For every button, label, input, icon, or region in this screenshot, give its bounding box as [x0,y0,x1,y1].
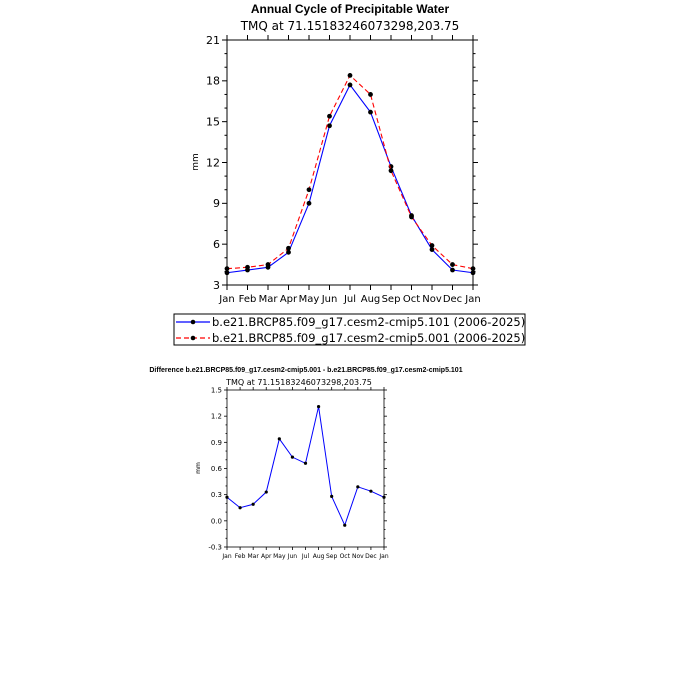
y-tick-label: 0.3 [210,491,222,500]
x-tick-label: Mar [247,553,259,560]
legend-label-series-2: b.e21.BRCP85.f09_g17.cesm2-cmip5.001 (2006-2025) [212,331,526,345]
x-tick-label: Sep [326,553,338,560]
x-tick-label: Jul [301,553,310,560]
y-tick-label: 1.2 [210,412,222,421]
series-2-point [368,92,373,97]
x-tick-label: Nov [351,553,364,560]
series-1-point [304,462,307,465]
x-tick-label: Jun [287,553,298,560]
chart-1-legend [174,314,525,345]
series-line-2 [227,75,473,268]
y-tick-label: 0.9 [210,438,222,447]
y-tick-label: 0.0 [210,517,222,526]
chart-2-subtitle: TMQ at 71.15183246073298,203.75 [226,378,372,387]
series-2-point [409,215,414,220]
series-1-point [317,405,320,408]
x-tick-label: Mar [258,294,278,305]
y-tick-label: 3 [213,278,220,292]
series-line-1 [227,85,473,273]
chart-2 [149,367,462,560]
y-tick-label: 1.5 [210,386,222,395]
series-line-1 [227,407,384,526]
series-2-point [450,262,455,267]
x-tick-label: Oct [402,294,421,305]
x-tick-label: Dec [365,553,377,560]
y-tick-label: -0.3 [208,543,222,552]
series-1-point [368,110,373,115]
series-2-point [389,168,394,173]
x-tick-label: Nov [422,294,442,305]
series-1-point [348,83,353,88]
legend-marker-series-1 [191,320,196,325]
x-tick-label: Sep [381,294,401,305]
x-tick-label: Aug [312,553,325,560]
series-2-point [307,187,312,192]
series-1-point [225,496,228,499]
series-1-point [238,506,241,509]
series-1-point [252,503,255,506]
x-tick-label: Jan [222,553,232,560]
chart-1-subtitle: TMQ at 71.15183246073298,203.75 [240,19,460,33]
series-2-point [348,73,353,78]
series-1-point [343,524,346,527]
y-tick-label: 6 [213,238,220,252]
x-tick-label: Jan [219,294,235,305]
series-1-point [450,268,455,273]
legend-marker-series-2 [191,336,196,341]
x-tick-label: Apr [279,294,298,305]
chart-1-title: Annual Cycle of Precipitable Water [250,2,450,16]
x-tick-label: Feb [234,553,246,560]
y-tick-label: 15 [206,115,220,129]
x-tick-label: Jun [321,294,338,305]
chart-2-ylabel: mm [195,462,202,474]
series-2-point [286,246,291,251]
series-2-point [327,114,332,119]
series-1-point [382,496,385,499]
x-tick-label: Dec [442,294,463,305]
x-tick-label: Jan [465,294,481,305]
series-1-point [307,201,312,206]
series-1-point [330,495,333,498]
series-2-point [245,265,250,270]
x-tick-label: May [298,294,320,305]
x-tick-label: Apr [261,553,272,560]
x-tick-label: Aug [360,294,381,305]
y-tick-label: 21 [206,33,220,47]
series-1-point [356,485,359,488]
series-1-point [327,123,332,128]
x-tick-label: May [273,553,286,560]
x-tick-label: Jul [343,294,357,305]
series-1-point [291,456,294,459]
y-tick-label: 18 [206,74,220,88]
chart-2-title: Difference b.e21.BRCP85.f09_g17.cesm2-cmip5.001 - b.e21.BRCP85.f09_g17.cesm2-cmip5.101 [149,367,463,374]
series-1-point [286,250,291,255]
chart-1-ylabel: mm [191,153,201,171]
y-tick-label: 12 [206,156,220,170]
y-tick-label: 0.6 [210,464,222,473]
series-1-point [471,270,476,275]
chart-1 [174,2,525,345]
series-2-point [225,266,230,271]
y-tick-label: 9 [213,197,220,211]
x-tick-label: Jan [379,553,389,560]
series-1-point [265,490,268,493]
chart-2-plot-frame [227,390,384,547]
series-2-point [430,243,435,248]
legend-label-series-1: b.e21.BRCP85.f09_g17.cesm2-cmip5.101 (2006-2025) [212,315,526,329]
series-1-point [278,437,281,440]
x-tick-label: Oct [339,553,350,560]
series-1-point [369,490,372,493]
series-2-point [471,266,476,271]
series-2-point [266,262,271,267]
series-1-point [225,270,230,275]
series-1-point [430,247,435,252]
x-tick-label: Feb [238,294,257,305]
